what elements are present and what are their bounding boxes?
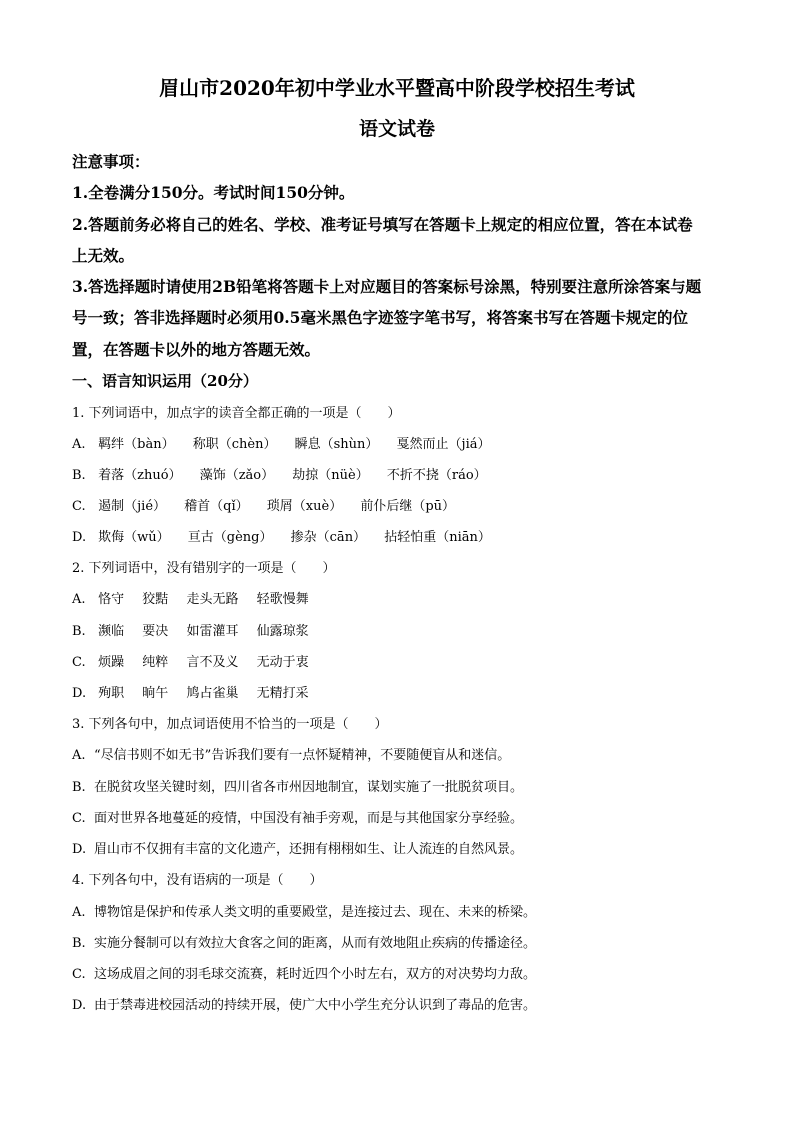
option-label: A. bbox=[72, 437, 86, 452]
notice-item-3-line-3: 置，在答题卡以外的地方答题无效。 bbox=[72, 340, 321, 359]
option-word: 无精打采 bbox=[256, 686, 309, 701]
option-word: 仙露琼浆 bbox=[256, 624, 309, 639]
question-3-option-b bbox=[72, 776, 523, 795]
section-1-heading: 一、语言知识运用（20分） bbox=[72, 372, 258, 390]
option-word: 羁绊（bàn） bbox=[98, 437, 175, 452]
option-label: C. bbox=[72, 967, 86, 982]
option-word: 纯粹 bbox=[142, 655, 169, 670]
option-word: 掺杂（cān） bbox=[290, 530, 367, 545]
question-1-option-d bbox=[72, 526, 505, 545]
question-4-option-d bbox=[72, 994, 536, 1013]
option-word: 狡黠 bbox=[142, 592, 169, 607]
option-word: 要决 bbox=[142, 624, 169, 639]
option-text: 这场成眉之间的羽毛球交流赛，耗时近四个小时左右，双方的对决势均力敌。 bbox=[94, 967, 537, 982]
option-label: C. bbox=[72, 655, 86, 670]
option-word: 拈轻怕重（niān） bbox=[384, 530, 491, 545]
option-word: 琐屑（xuè） bbox=[266, 499, 343, 514]
notice-item-1: 1.全卷满分150分。考试时间150分钟。 bbox=[72, 183, 355, 202]
question-4-option-b bbox=[72, 932, 536, 951]
question-4-option-c bbox=[72, 963, 536, 982]
exam-title: 眉山市2020年初中学业水平暨高中阶段学校招生考试 bbox=[159, 76, 635, 100]
option-label: D. bbox=[72, 530, 87, 545]
option-label: B. bbox=[72, 780, 86, 795]
option-label: D. bbox=[72, 998, 87, 1013]
question-1-option-c bbox=[72, 495, 469, 514]
option-word: 晌午 bbox=[142, 686, 169, 701]
notice-heading: 注意事项： bbox=[72, 152, 150, 171]
option-word: 鸠占雀巢 bbox=[186, 686, 239, 701]
option-word: 言不及义 bbox=[186, 655, 239, 670]
option-word: 瞬息（shùn） bbox=[294, 437, 379, 452]
option-word: 无动于衷 bbox=[256, 655, 309, 670]
option-label: B. bbox=[72, 936, 86, 951]
option-text: 由于禁毒进校园活动的持续开展，使广大中小学生充分认识到了毒品的危害。 bbox=[94, 998, 537, 1013]
option-word: 如雷灌耳 bbox=[186, 624, 239, 639]
option-word: 不折不挠（ráo） bbox=[386, 468, 487, 483]
option-word: 称职（chèn） bbox=[192, 437, 277, 452]
question-3-option-c bbox=[72, 807, 523, 826]
option-text: 眉山市不仅拥有丰富的文化遗产，还拥有栩栩如生、让人流连的自然风景。 bbox=[94, 842, 524, 857]
option-word: 恪守 bbox=[98, 592, 125, 607]
option-word: 濒临 bbox=[98, 624, 125, 639]
question-2-option-d bbox=[72, 682, 323, 701]
notice-item-2-line-1: 2.答题前务必将自己的姓名、学校、准考证号填写在答题卡上规定的相应位置，答在本试卷 bbox=[72, 215, 693, 234]
question-2-stem: 2. 下列词语中，没有错别字的一项是（ ） bbox=[72, 561, 336, 576]
question-2-option-b bbox=[72, 620, 323, 639]
question-1-option-a bbox=[72, 433, 505, 452]
option-text: 博物馆是保护和传承人类文明的重要殿堂，是连接过去、现在、未来的桥梁。 bbox=[94, 905, 537, 920]
option-word: 藻饰（zǎo） bbox=[199, 468, 275, 483]
notice-item-3-line-1: 3.答选择题时请使用2B铅笔将答题卡上对应题目的答案标号涂黑，特别要注意所涂答案与题 bbox=[72, 277, 702, 296]
option-word: 前仆后继（pū） bbox=[360, 499, 456, 514]
question-4-option-a bbox=[72, 901, 536, 920]
option-text: 实施分餐制可以有效拉大食客之间的距离，从而有效地阻止疾病的传播途径。 bbox=[94, 936, 537, 951]
option-word: 亘古（gèng） bbox=[187, 530, 273, 545]
option-word: 欺侮（wǔ） bbox=[98, 530, 170, 545]
question-4-stem: 4. 下列各句中，没有语病的一项是（ ） bbox=[72, 873, 323, 888]
option-text: 在脱贫攻坚关键时刻，四川省各市州因地制宜，谋划实施了一批脱贫项目。 bbox=[94, 780, 524, 795]
option-text: “尽信书则不如无书”告诉我们要有一点怀疑精神，不要随便盲从和迷信。 bbox=[94, 748, 511, 763]
question-1-option-b bbox=[72, 464, 501, 483]
option-label: D. bbox=[72, 686, 87, 701]
option-label: B. bbox=[72, 468, 86, 483]
question-3-stem: 3. 下列各句中，加点词语使用不恰当的一项是（ ） bbox=[72, 717, 388, 732]
option-word: 稽首（qǐ） bbox=[184, 499, 249, 514]
question-3-option-d bbox=[72, 838, 523, 857]
option-label: C. bbox=[72, 811, 86, 826]
option-word: 走头无路 bbox=[186, 592, 239, 607]
option-label: A. bbox=[72, 592, 86, 607]
notice-item-3-line-2: 号一致；答非选择题时必须用0.5毫米黑色字迹签字笔书写，将答案书写在答题卡规定的位 bbox=[72, 308, 688, 327]
option-word: 劫掠（nüè） bbox=[292, 468, 369, 483]
option-word: 着落（zhuó） bbox=[98, 468, 182, 483]
option-word: 烦躁 bbox=[98, 655, 125, 670]
notice-item-2-line-2: 上无效。 bbox=[72, 246, 135, 265]
option-label: D. bbox=[72, 842, 87, 857]
option-word: 轻歌慢舞 bbox=[256, 592, 309, 607]
option-word: 戛然而止（jiá） bbox=[396, 437, 491, 452]
option-label: B. bbox=[72, 624, 86, 639]
question-1-stem: 1. 下列词语中，加点字的读音全都正确的一项是（ ） bbox=[72, 406, 401, 421]
option-label: A. bbox=[72, 748, 86, 763]
option-label: A. bbox=[72, 905, 86, 920]
option-label: C. bbox=[72, 499, 86, 514]
question-2-option-c bbox=[72, 651, 323, 670]
option-word: 殉职 bbox=[98, 686, 125, 701]
question-3-option-a bbox=[72, 744, 510, 763]
option-word: 遏制（jié） bbox=[98, 499, 167, 514]
option-text: 面对世界各地蔓延的疫情，中国没有袖手旁观，而是与其他国家分享经验。 bbox=[94, 811, 524, 826]
exam-subtitle: 语文试卷 bbox=[358, 118, 435, 140]
question-2-option-a bbox=[72, 588, 323, 607]
